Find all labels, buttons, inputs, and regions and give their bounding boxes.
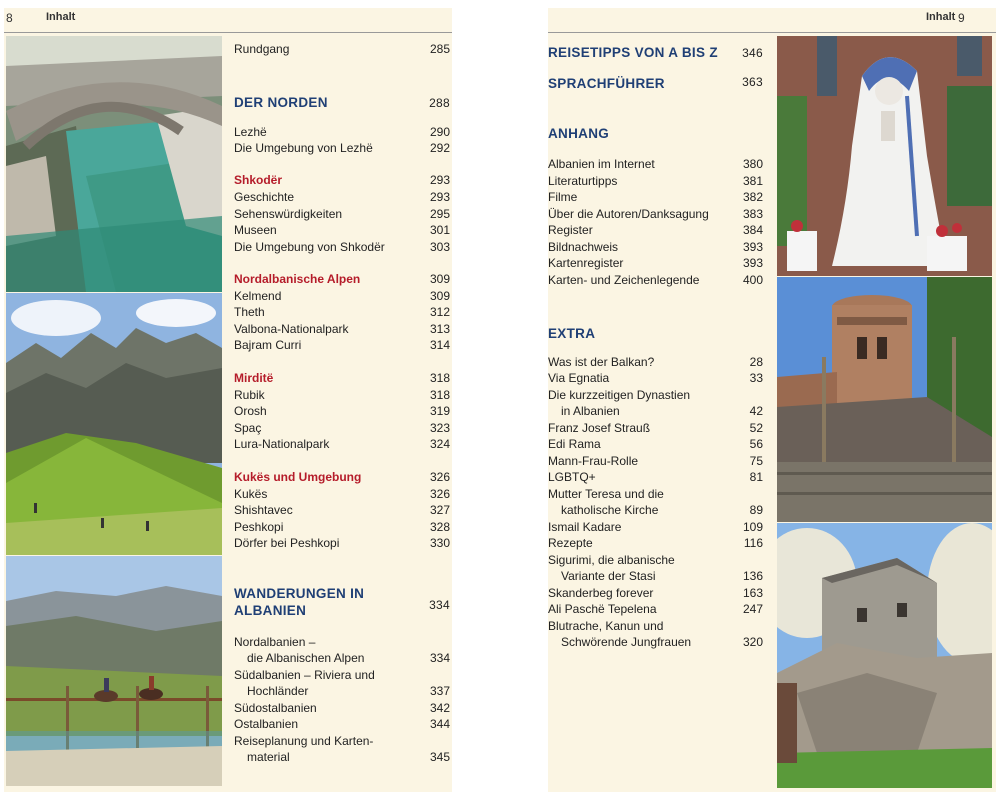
toc-right: REISETIPPS VON A BIS Z 346 SPRACHFÜHRER 363 ANHANG Albanien im Internet 380 Literaturtipps 381 Filme 382 Über die Autoren/Danksagung 383 Register 384 Bildnachweis 393 Kartenregister 393 Karten- und Zeichenlegende 400 EXTRA Was ist der Balkan? 28 Via Egnatia 33 Die kurzzeitigen Dynastien in Albanien 42 Franz Josef Strauß 52 Edi Rama 56 Mann-Frau-Rolle 75 LGBTQ+ 81 Mutter Teresa und die katholische Kirche 89 Ismail Kadare 109 Rezepte 116 Sigurimi, die albanische Variante der Stasi 136 Skanderbeg forever 163 Ali Paschë Tepelena 247 Blutrache, Kanun und Schwörende Jungfrauen 320	[548, 45, 763, 649]
toc-left: Rundgang 285 DER NORDEN 288 Lezhë 290 Die Umgebung von Lezhë 292 Shkodër 293 Geschichte 293 Sehenswürdigkeiten 295 Museen 301 Die Umgebung von Shkodër 303 Nordalbanische Alpen 309 Kelmend 309 Theth 312 Valbona-Nationalpark 313 Bajram Curri 314 Mirditë 318 Rubik 318 Orosh 319 Spaç 323 Lura-Nationalpark 324 Kukës und Umgebung 326 Kukës 326 Shishtavec 327 Peshkopi 328 Dörfer bei Peshkopi 330 WANDERUNGEN IN ALBANIEN 334 Nordalbanien – die Albanischen Alpen 334 Südalbanien – Riviera und Hochländer 337 Südostalbanien 342 Ostalbanien 344 Reiseplanung und Karten- material 345	[234, 42, 450, 764]
header-title-right: Inhalt	[926, 11, 956, 23]
page-number-right: 9	[958, 11, 965, 25]
page-number-left: 8	[6, 11, 13, 25]
right-page	[548, 8, 996, 792]
photo-stone-bridge	[6, 36, 222, 292]
photo-mother-teresa-statue	[777, 36, 992, 276]
left-page	[4, 8, 452, 792]
photo-stone-church	[777, 277, 992, 522]
header-title-left: Inhalt	[46, 11, 76, 23]
photo-stone-tower-house	[777, 523, 992, 788]
page-gutter	[452, 0, 548, 800]
photo-mountain-hikers	[6, 293, 222, 555]
photo-horse-riders	[6, 556, 222, 786]
